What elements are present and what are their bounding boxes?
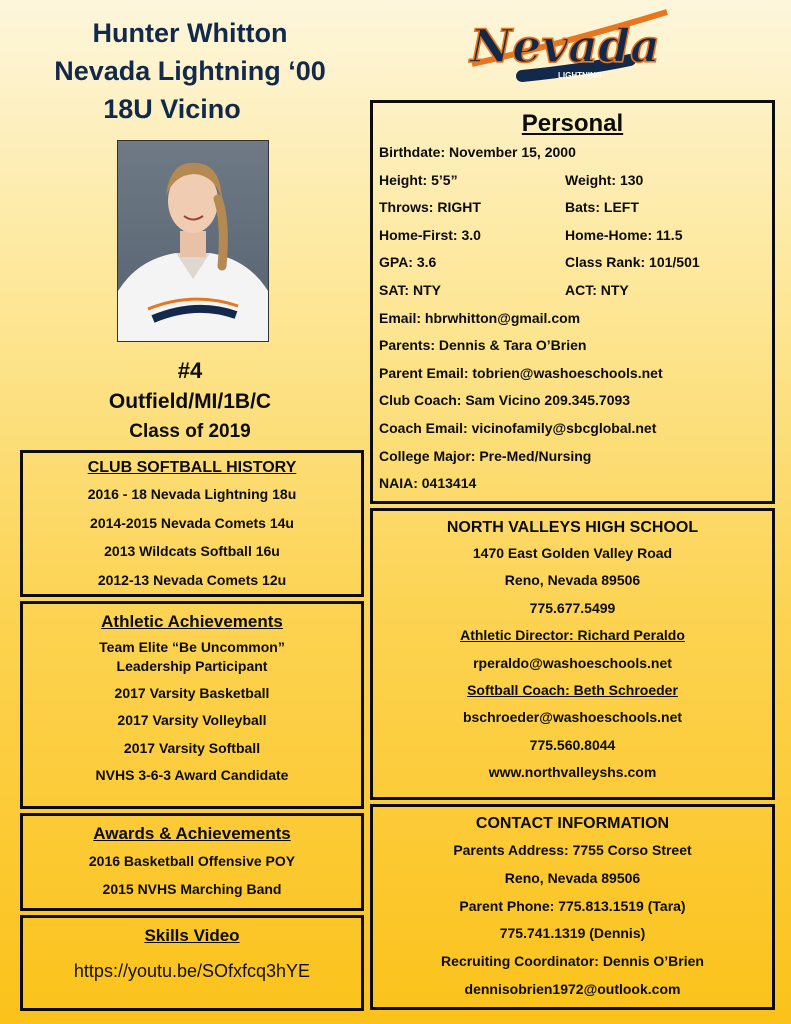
player-name: Hunter Whitton — [92, 18, 288, 48]
personal-row — [379, 167, 766, 195]
personal-row — [379, 139, 766, 167]
personal-field: NAIA: 0413414 — [379, 475, 477, 492]
personal-field: Parent Email: tobrien@washoeschools.net — [379, 364, 663, 381]
school-title: NORTH VALLEYS HIGH SCHOOL — [446, 519, 699, 536]
personal-row — [379, 222, 766, 250]
personal-rows — [379, 139, 766, 498]
school-phone: 775.677.5499 — [529, 599, 616, 616]
contact-line: 775.741.1319 (Dennis) — [499, 925, 646, 942]
contact-line: Parents Address: 7755 Corso Street — [453, 842, 692, 858]
personal-row — [379, 249, 766, 277]
achievement-item: 2017 Varsity Volleyball — [117, 712, 267, 729]
personal-row — [379, 443, 766, 471]
personal-row — [379, 305, 766, 333]
player-photo — [117, 140, 269, 342]
personal-field: College Major: Pre-Med/Nursing — [379, 447, 592, 464]
history-item: 2014-2015 Nevada Comets 14u — [90, 514, 294, 531]
personal-field: Throws: RIGHT — [379, 199, 481, 216]
history-item: 2012-13 Nevada Comets 12u — [97, 571, 287, 588]
team-name: Nevada Lightning ‘00 — [54, 56, 326, 86]
school-website: www.northvalleyshs.com — [488, 764, 657, 781]
contact-line: Reno, Nevada 89506 — [504, 869, 641, 886]
jersey-number: #4 — [177, 358, 203, 383]
personal-title: Personal — [521, 110, 624, 137]
skills-video-title: Skills Video — [144, 926, 240, 945]
club-history-section — [20, 450, 364, 597]
personal-field: Coach Email: vicinofamily@sbcglobal.net — [379, 419, 657, 436]
personal-field: Email: hbrwhitton@gmail.com — [379, 309, 581, 326]
personal-row — [379, 360, 766, 388]
personal-field: Home-First: 3.0 — [379, 226, 481, 243]
personal-row — [379, 277, 766, 305]
athletic-director-email: rperaldo@washoeschools.net — [473, 654, 672, 671]
personal-row — [379, 470, 766, 498]
softball-coach-phone: 775.560.8044 — [529, 736, 616, 753]
softball-coach-email: bschroeder@washoeschools.net — [462, 709, 683, 726]
personal-row — [379, 194, 766, 222]
personal-section — [370, 100, 775, 504]
club-history-title: CLUB SOFTBALL HISTORY — [87, 459, 297, 476]
history-item: 2013 Wildcats Softball 16u — [104, 543, 280, 559]
player-positions: Outfield/MI/1B/C — [108, 390, 272, 413]
personal-field: GPA: 3.6 — [379, 254, 437, 271]
achievement-item — [23, 635, 361, 680]
awards-section — [20, 813, 364, 911]
personal-field: Class Rank: 101/501 — [565, 254, 700, 271]
achievement-item: 2017 Varsity Softball — [123, 739, 261, 756]
school-city: Reno, Nevada 89506 — [504, 572, 641, 589]
award-item: 2016 Basketball Offensive POY — [88, 853, 296, 869]
school-section — [370, 508, 775, 800]
achievement-item: 2017 Varsity Basketball — [114, 685, 270, 701]
school-address: 1470 East Golden Valley Road — [472, 545, 673, 561]
personal-field: Club Coach: Sam Vicino 209.345.7093 — [379, 392, 631, 409]
athletic-achievements-section — [20, 601, 364, 809]
achievement-item-line2: Leadership Participant — [116, 658, 268, 674]
personal-row — [379, 415, 766, 443]
softball-coach: Softball Coach: Beth Schroeder — [467, 682, 678, 699]
personal-field: Bats: LEFT — [565, 199, 639, 216]
achievement-item: NVHS 3-6-3 Award Candidate — [95, 767, 289, 784]
personal-row — [379, 387, 766, 415]
awards-title: Awards & Achievements — [93, 824, 291, 843]
personal-field: Birthdate: November 15, 2000 — [379, 144, 576, 160]
contact-line: Recruiting Coordinator: Dennis O’Brien — [441, 953, 704, 970]
skills-video-section — [20, 915, 364, 1011]
logo-word: Nevada — [467, 19, 660, 73]
logo-sub: LIGHTNING — [558, 71, 602, 80]
nevada-lightning-logo — [462, 4, 676, 96]
personal-field: Home-Home: 11.5 — [565, 226, 683, 243]
skills-video-link[interactable]: https://youtu.be/SOfxfcq3hYE — [73, 961, 311, 981]
contact-title: CONTACT INFORMATION — [475, 815, 670, 832]
personal-field: Parents: Dennis & Tara O’Brien — [379, 337, 587, 354]
personal-field: SAT: NTY — [379, 281, 441, 298]
achievement-item-line1: Team Elite “Be Uncommon” — [99, 639, 285, 655]
personal-field: Height: 5’5” — [379, 171, 458, 188]
athletic-achievements-title: Athletic Achievements — [101, 612, 283, 631]
team-division: 18U Vicino — [103, 94, 241, 124]
contact-line: Parent Phone: 775.813.1519 (Tara) — [459, 897, 686, 914]
athletic-director: Athletic Director: Richard Peraldo — [460, 627, 685, 644]
contact-line: dennisobrien1972@outlook.com — [464, 980, 681, 997]
class-year: Class of 2019 — [129, 421, 251, 442]
personal-field: ACT: NTY — [565, 281, 629, 298]
personal-field: Weight: 130 — [565, 171, 644, 188]
award-item: 2015 NVHS Marching Band — [102, 881, 282, 897]
contact-section — [370, 804, 775, 1010]
personal-row — [379, 332, 766, 360]
history-item: 2016 - 18 Nevada Lightning 18u — [87, 486, 297, 502]
